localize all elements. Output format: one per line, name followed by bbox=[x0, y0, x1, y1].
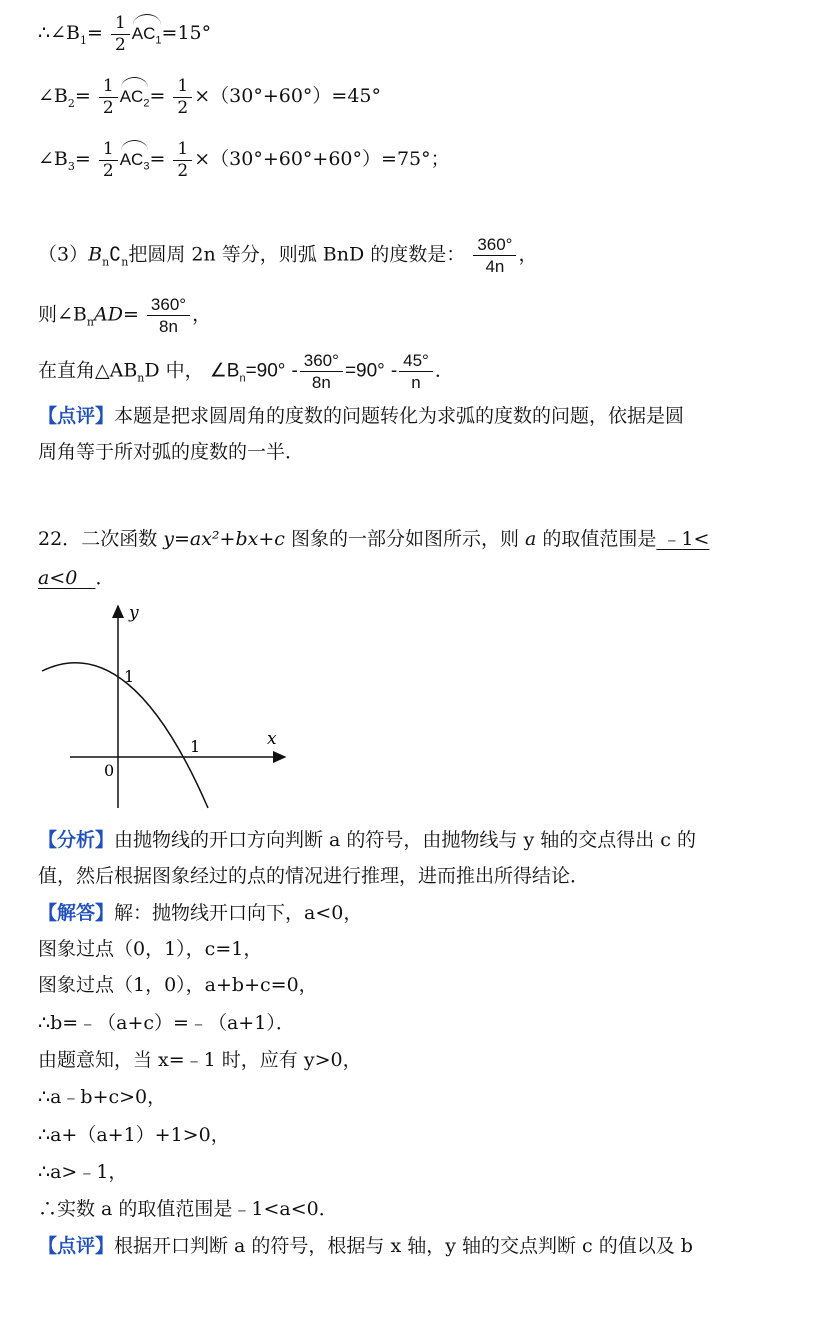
half-fraction bbox=[99, 138, 118, 181]
solution-tag: 【解答】 bbox=[38, 902, 115, 924]
b3-lhs: ∠B bbox=[38, 148, 68, 170]
solution-line6 bbox=[38, 1083, 166, 1111]
comment-tag: 【点评】 bbox=[38, 405, 115, 427]
solution-line5 bbox=[38, 1046, 362, 1074]
rt-angle-n: n bbox=[239, 372, 246, 385]
rt-n: n bbox=[137, 371, 145, 385]
b2-lhs: ∠B bbox=[38, 85, 68, 107]
comment1-line2 bbox=[38, 438, 304, 466]
solution-line9 bbox=[38, 1195, 338, 1223]
part3-tail: ， bbox=[518, 243, 538, 266]
solution-line1 bbox=[38, 899, 362, 927]
part3-glyph: ∁ bbox=[109, 243, 122, 266]
arc-ac3 bbox=[120, 140, 150, 180]
angle-mid: AD= bbox=[93, 303, 139, 326]
solution-text: ∴实数 a 的取值范围是﹣1<a<0． bbox=[38, 1198, 338, 1220]
solution-text: 解：抛物线开口向下，a<0， bbox=[114, 902, 363, 924]
frac-den: 8n bbox=[311, 373, 331, 392]
frac-num: 360° bbox=[300, 352, 343, 372]
comment-tag: 【点评】 bbox=[38, 1235, 115, 1257]
part3-n2: n bbox=[121, 255, 129, 269]
b1-result: =15° bbox=[161, 22, 212, 44]
parabola-graph bbox=[30, 598, 300, 813]
half-fraction bbox=[111, 12, 130, 55]
solution-text: ∴a+（a+1）+1>0， bbox=[38, 1124, 230, 1146]
frac-num: 360° bbox=[147, 296, 190, 316]
part3-text: 把圆周 2n 等分，则弧 BnD 的度数是： bbox=[128, 243, 466, 266]
frac-den: 2 bbox=[177, 97, 189, 118]
y-axis-label: y bbox=[129, 603, 139, 623]
arc-label: AC bbox=[119, 87, 144, 106]
solution-text: 图象过点（0，1），c=1， bbox=[38, 938, 263, 960]
frac-num: 1 bbox=[111, 15, 130, 35]
rt-text2: D 中， bbox=[144, 359, 204, 382]
question-end: ． bbox=[95, 567, 115, 589]
frac-num: 360° bbox=[473, 236, 516, 256]
analysis-line1 bbox=[38, 826, 696, 854]
rt-angle: ∠B bbox=[209, 360, 240, 382]
solution-text: 由题意知，当 x=﹣1 时，应有 y>0， bbox=[38, 1049, 362, 1071]
rt-text: 在直角△AB bbox=[38, 359, 138, 382]
frac-den: 4n bbox=[485, 257, 505, 276]
angle-b3-line bbox=[38, 140, 450, 181]
comment-text: 根据开口判断 a 的符号，根据与 x 轴，y 轴的交点判断 c 的值以及 b bbox=[114, 1235, 693, 1257]
solution-line2 bbox=[38, 935, 262, 963]
b2-rest: ×（30°+60°）=45° bbox=[194, 85, 382, 107]
rt-dot: ． bbox=[434, 359, 454, 382]
y-intercept-label: 1 bbox=[124, 667, 135, 686]
analysis-tag: 【分析】 bbox=[38, 829, 115, 851]
arc-degree-fraction bbox=[473, 236, 516, 275]
eq-sign: = bbox=[149, 148, 166, 170]
eq-sign: = bbox=[86, 22, 103, 44]
eq-sign: = bbox=[149, 85, 166, 107]
analysis-text: 由抛物线的开口方向判断 a 的符号，由抛物线与 y 轴的交点得出 c 的 bbox=[114, 829, 696, 851]
question-number: 22． bbox=[38, 528, 82, 550]
comment-text: 本题是把求圆周角的度数的问题转化为求弧的度数的问题，依据是圆 bbox=[114, 405, 685, 427]
rt-eq: =90° bbox=[245, 360, 286, 382]
frac-den: n bbox=[411, 373, 421, 392]
arc-label: AC bbox=[119, 150, 144, 169]
question-22-line2 bbox=[38, 564, 114, 592]
frac-num: 1 bbox=[173, 141, 192, 161]
rt-fraction-2 bbox=[399, 352, 433, 391]
half-fraction bbox=[99, 75, 118, 118]
quadratic-function: y=ax²+bx+c bbox=[163, 528, 285, 550]
var-a: a bbox=[525, 528, 537, 550]
solution-line3 bbox=[38, 971, 318, 999]
rt-fraction-1 bbox=[300, 352, 343, 391]
frac-num: 1 bbox=[99, 141, 118, 161]
b2-sub: 2 bbox=[67, 96, 75, 110]
eq-sign: = bbox=[74, 85, 91, 107]
right-triangle-line: 在直角$\triangle AB_nD$ 中， $\angle B_n=90^\circ$ - $\frac{360^\circ}{8n}$ =90° - $\frac{45^\circ}{n}$ ． bbox=[38, 351, 454, 392]
analysis-text: 值，然后根据图象经过的点的情况进行推理，进而推出所得结论． bbox=[38, 865, 590, 887]
part3-prefix: （3） bbox=[38, 243, 89, 266]
arc-ac1 bbox=[132, 14, 162, 54]
rt-eq2: =90° bbox=[344, 360, 385, 382]
solution-text: ∴a>﹣1， bbox=[38, 1161, 128, 1183]
question-text: 图象的一部分如图所示，则 bbox=[284, 528, 526, 550]
part3-b: B bbox=[88, 243, 103, 266]
answer-part2: a<0 bbox=[38, 567, 78, 589]
question-text: 的取值范围是 bbox=[536, 528, 657, 550]
solution-line7 bbox=[38, 1121, 230, 1149]
angle-bnad-line bbox=[38, 296, 211, 336]
part3-line bbox=[38, 236, 538, 276]
solution-text: ∴a﹣b+c>0， bbox=[38, 1086, 167, 1108]
arc-sub: 2 bbox=[143, 97, 150, 110]
angle-tail: ， bbox=[192, 303, 212, 326]
eq-sign: = bbox=[74, 148, 91, 170]
answer-part1: ﹣1< bbox=[656, 528, 710, 550]
b3-sub: 3 bbox=[67, 159, 75, 173]
question-text: 二次函数 bbox=[81, 528, 164, 550]
angle-n: n bbox=[86, 315, 94, 329]
solution-text: ∴b=﹣（a+c）=﹣（a+1）． bbox=[38, 1012, 295, 1034]
frac-den: 2 bbox=[102, 97, 114, 118]
solution-line8 bbox=[38, 1158, 127, 1186]
angle-lhs: 则∠B bbox=[38, 303, 87, 326]
b1-sub: 1 bbox=[79, 33, 87, 47]
frac-den: 2 bbox=[177, 160, 189, 181]
arc-sub: 1 bbox=[155, 34, 162, 47]
question-22-line1 bbox=[38, 525, 709, 553]
frac-den: 2 bbox=[102, 160, 114, 181]
frac-den: 2 bbox=[114, 34, 126, 55]
x-intercept-label: 1 bbox=[190, 737, 201, 756]
solution-text: 图象过点（1，0），a+b+c=0， bbox=[38, 974, 318, 996]
comment1-line1 bbox=[38, 402, 684, 430]
b3-rest: ×（30°+60°+60°）=75°； bbox=[194, 148, 450, 170]
comment2-line1 bbox=[38, 1232, 693, 1260]
frac-num: 1 bbox=[99, 78, 118, 98]
frac-num: 1 bbox=[173, 78, 192, 98]
half-fraction bbox=[173, 75, 192, 118]
arc-sub: 3 bbox=[143, 160, 150, 173]
x-axis-label: x bbox=[267, 729, 277, 749]
angle-fraction bbox=[147, 296, 190, 335]
frac-num: 45° bbox=[399, 352, 433, 372]
origin-label: 0 bbox=[104, 761, 115, 780]
arc-ac2 bbox=[120, 77, 150, 117]
angle-b1-line bbox=[38, 14, 211, 55]
arc-label: AC bbox=[131, 24, 156, 43]
part3-n: n bbox=[102, 255, 110, 269]
half-fraction bbox=[173, 138, 192, 181]
b1-lhs: ∴∠B bbox=[38, 22, 80, 44]
analysis-line2 bbox=[38, 862, 589, 890]
angle-b2-line bbox=[38, 77, 381, 118]
frac-den: 8n bbox=[159, 317, 178, 336]
solution-line4 bbox=[38, 1009, 295, 1037]
comment-text: 周角等于所对弧的度数的一半． bbox=[38, 441, 305, 463]
